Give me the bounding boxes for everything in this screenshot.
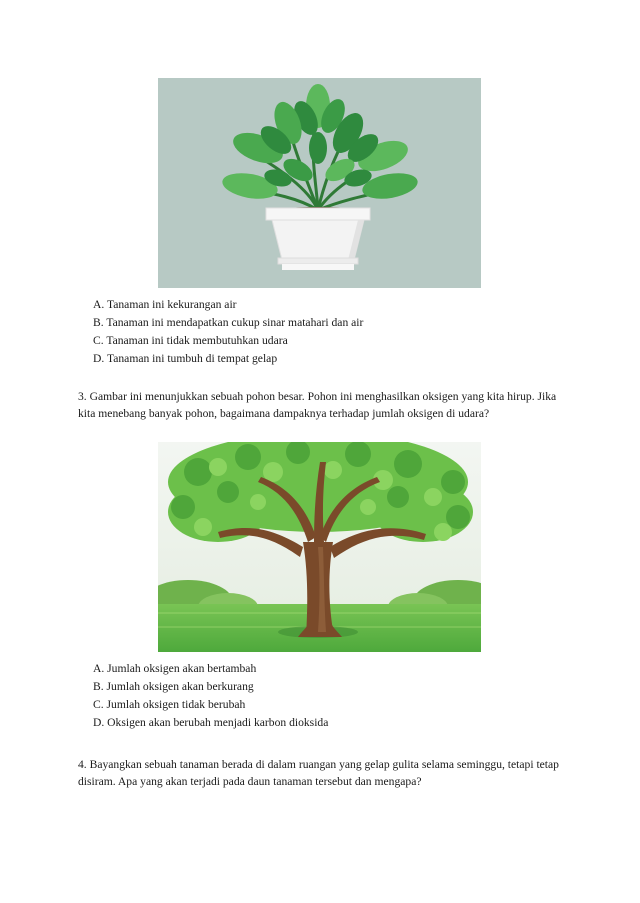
potted-plant-icon xyxy=(158,78,481,288)
option-b: B. Jumlah oksigen akan berkurang xyxy=(93,680,254,693)
question-3-options xyxy=(93,660,328,732)
option-c: C. Tanaman ini tidak membutuhkan udara xyxy=(93,334,288,347)
potted-plant-image xyxy=(158,78,481,288)
question-4-text: 4. Bayangkan sebuah tanaman berada di dalam ruangan yang gelap gulita selama seminggu, tetapi tetap disiram. Apa yang akan terjadi pada daun tanaman tersebut dan mengapa? xyxy=(78,758,559,788)
option-d: D. Oksigen akan berubah menjadi karbon dioksida xyxy=(93,716,329,729)
option-d: D. Tanaman ini tumbuh di tempat gelap xyxy=(93,352,278,365)
option-a: A. Jumlah oksigen akan bertambah xyxy=(93,662,257,675)
option-c: C. Jumlah oksigen tidak berubah xyxy=(93,698,246,711)
option-a: A. Tanaman ini kekurangan air xyxy=(93,298,237,311)
large-tree-icon xyxy=(158,442,481,652)
option-b: B. Tanaman ini mendapatkan cukup sinar matahari dan air xyxy=(93,316,364,329)
question-3-text: 3. Gambar ini menunjukkan sebuah pohon besar. Pohon ini menghasilkan oksigen yang kita hirup. Jika kita menebang banyak pohon, bagaimana dampaknya terhadap jumlah oksigen di udara? xyxy=(78,390,557,420)
large-tree-image xyxy=(158,442,481,652)
question-2-options xyxy=(93,296,363,368)
